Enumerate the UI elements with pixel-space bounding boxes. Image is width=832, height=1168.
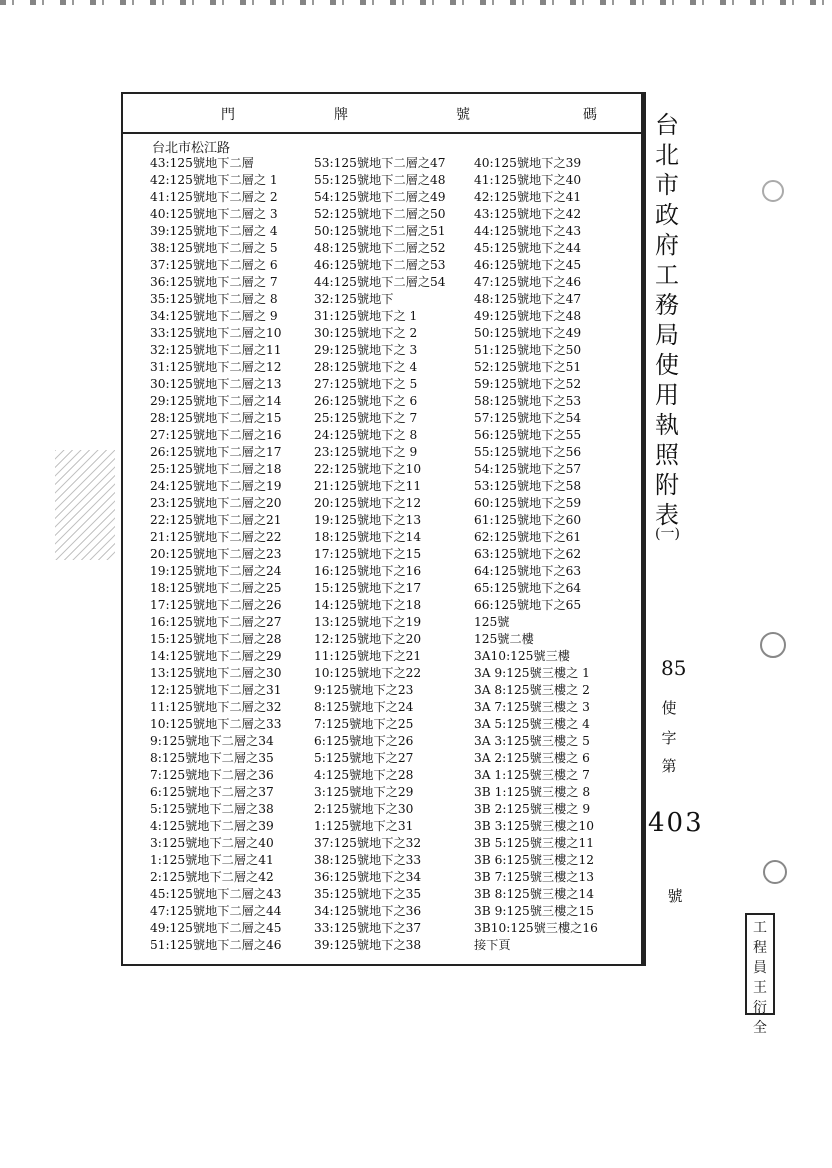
address-entry: 43:125號地下二層 (150, 156, 254, 170)
address-entry: 16:125號地下二層之27 (150, 615, 282, 629)
title-char: 局 (655, 321, 679, 349)
address-entry: 41:125號地下之40 (474, 173, 582, 187)
address-entry: 44:125號地下之43 (474, 224, 582, 238)
faded-margin-stamp (55, 450, 115, 560)
address-entry: 35:125號地下之35 (314, 887, 422, 901)
table-header (121, 92, 643, 134)
address-entry: 4:125號地下二層之39 (150, 819, 274, 833)
address-entry: 44:125號地下二層之54 (314, 275, 446, 289)
address-entry: 53:125號地下二層之47 (314, 156, 446, 170)
title-char: 附 (655, 471, 679, 499)
title-char: 務 (655, 291, 679, 319)
address-entry: 3A10:125號三樓 (474, 649, 570, 663)
address-entry: 37:125號地下二層之 6 (150, 258, 278, 272)
address-entry: 25:125號地下之 7 (314, 411, 418, 425)
address-entry: 39:125號地下之38 (314, 938, 422, 952)
permit-char-1: 使 (661, 699, 677, 717)
address-entry: 125號二樓 (474, 632, 534, 646)
address-entry: 6:125號地下之26 (314, 734, 414, 748)
address-entry: 3B 3:125號三樓之10 (474, 819, 594, 833)
address-entry: 27:125號地下之 5 (314, 377, 418, 391)
address-entry: 50:125號地下二層之51 (314, 224, 446, 238)
address-entry: 23:125號地下之 9 (314, 445, 418, 459)
address-entry: 66:125號地下之65 (474, 598, 582, 612)
address-entry: 29:125號地下之 3 (314, 343, 418, 357)
address-entry: 61:125號地下之60 (474, 513, 582, 527)
address-entry: 46:125號地下之45 (474, 258, 582, 272)
stamp-char: 王 (753, 980, 767, 996)
address-entry: 2:125號地下之30 (314, 802, 414, 816)
address-column-3 (474, 155, 598, 954)
address-entry: 18:125號地下二層之25 (150, 581, 282, 595)
address-entry: 9:125號地下二層之34 (150, 734, 274, 748)
address-entry: 52:125號地下二層之50 (314, 207, 446, 221)
address-entry: 9:125號地下之23 (314, 683, 414, 697)
address-entry: 63:125號地下之62 (474, 547, 582, 561)
address-entry: 3:125號地下之29 (314, 785, 414, 799)
header-char-3: 號 (456, 107, 472, 123)
address-entry: 3B 9:125號三樓之15 (474, 904, 594, 918)
address-entry: 22:125號地下二層之21 (150, 513, 282, 527)
address-entry: 30:125號地下之 2 (314, 326, 418, 340)
address-entry: 3B10:125號三樓之16 (474, 921, 598, 935)
address-entry: 3A 8:125號三樓之 2 (474, 683, 590, 697)
address-entry: 56:125號地下之55 (474, 428, 582, 442)
punch-hole-mark (763, 860, 787, 884)
address-entry: 32:125號地下二層之11 (150, 343, 282, 357)
address-entry: 23:125號地下二層之20 (150, 496, 282, 510)
permit-char-3: 第 (661, 757, 677, 775)
title-char: 府 (655, 231, 679, 259)
address-entry: 47:125號地下二層之44 (150, 904, 282, 918)
address-entry: 64:125號地下之63 (474, 564, 582, 578)
address-entry: 1:125號地下二層之41 (150, 853, 274, 867)
address-entry: 2:125號地下二層之42 (150, 870, 274, 884)
address-entry: 25:125號地下二層之18 (150, 462, 282, 476)
section-label: 台北市松江路 (152, 141, 231, 156)
address-entry: 10:125號地下之22 (314, 666, 422, 680)
address-entry: 3B 5:125號三樓之11 (474, 836, 594, 850)
frame-divider (643, 92, 646, 966)
address-entry: 3A 2:125號三樓之 6 (474, 751, 590, 765)
address-entry: 26:125號地下二層之17 (150, 445, 282, 459)
title-char: 工 (655, 261, 679, 289)
address-entry: 42:125號地下二層之 1 (150, 173, 278, 187)
address-entry: 48:125號地下之47 (474, 292, 582, 306)
title-char: 照 (655, 441, 679, 469)
address-entry: 48:125號地下二層之52 (314, 241, 446, 255)
address-entry: 11:125號地下二層之32 (150, 700, 282, 714)
address-entry: 8:125號地下二層之35 (150, 751, 274, 765)
scan-edge-noise (0, 0, 832, 5)
title-char: 使 (655, 351, 679, 379)
address-entry: 40:125號地下二層之 3 (150, 207, 278, 221)
address-entry: 19:125號地下之13 (314, 513, 422, 527)
address-entry: 28:125號地下二層之15 (150, 411, 282, 425)
address-entry: 60:125號地下之59 (474, 496, 582, 510)
address-entry: 33:125號地下二層之10 (150, 326, 282, 340)
address-entry: 15:125號地下二層之28 (150, 632, 282, 646)
address-entry: 50:125號地下之49 (474, 326, 582, 340)
address-entry: 16:125號地下之16 (314, 564, 422, 578)
header-char-1: 門 (221, 107, 237, 123)
address-entry: 35:125號地下二層之 8 (150, 292, 278, 306)
title-char: 北 (655, 141, 679, 169)
title-char: 表 (655, 501, 679, 529)
address-entry: 17:125號地下之15 (314, 547, 422, 561)
address-entry: 24:125號地下之 8 (314, 428, 418, 442)
address-entry: 46:125號地下二層之53 (314, 258, 446, 272)
address-entry: 30:125號地下二層之13 (150, 377, 282, 391)
address-entry: 8:125號地下之24 (314, 700, 414, 714)
punch-hole-mark (760, 632, 786, 658)
address-entry: 27:125號地下二層之16 (150, 428, 282, 442)
permit-year: 85 (661, 656, 687, 680)
address-entry: 4:125號地下之28 (314, 768, 414, 782)
stamp-char: 衍 (753, 1000, 767, 1016)
address-entry: 55:125號地下之56 (474, 445, 582, 459)
address-entry: 5:125號地下之27 (314, 751, 414, 765)
address-entry: 19:125號地下二層之24 (150, 564, 282, 578)
stamp-char: 工 (753, 920, 767, 936)
address-entry: 45:125號地下之44 (474, 241, 582, 255)
address-entry: 20:125號地下二層之23 (150, 547, 282, 561)
address-entry: 3A 3:125號三樓之 5 (474, 734, 590, 748)
address-entry: 34:125號地下之36 (314, 904, 422, 918)
address-entry: 33:125號地下之37 (314, 921, 422, 935)
address-entry: 3A 9:125號三樓之 1 (474, 666, 590, 680)
title-char: 市 (655, 171, 679, 199)
address-entry: 21:125號地下之11 (314, 479, 422, 493)
address-entry: 3A 5:125號三樓之 4 (474, 717, 590, 731)
address-entry: 3:125號地下二層之40 (150, 836, 274, 850)
title-char: 用 (655, 381, 679, 409)
address-entry: 31:125號地下二層之12 (150, 360, 282, 374)
punch-hole-mark (762, 180, 784, 202)
address-entry: 14:125號地下之18 (314, 598, 422, 612)
address-entry: 6:125號地下二層之37 (150, 785, 274, 799)
permit-char-2: 字 (661, 729, 677, 747)
address-entry: 54:125號地下二層之49 (314, 190, 446, 204)
document-subtitle: (一) (655, 526, 680, 542)
address-entry: 45:125號地下二層之43 (150, 887, 282, 901)
address-entry: 13:125號地下之19 (314, 615, 422, 629)
address-entry: 37:125號地下之32 (314, 836, 422, 850)
address-entry: 22:125號地下之10 (314, 462, 422, 476)
header-char-2: 牌 (334, 107, 350, 123)
address-entry: 24:125號地下二層之19 (150, 479, 282, 493)
address-entry: 13:125號地下二層之30 (150, 666, 282, 680)
address-entry: 28:125號地下之 4 (314, 360, 418, 374)
address-entry: 3B 7:125號三樓之13 (474, 870, 594, 884)
address-entry: 54:125號地下之57 (474, 462, 582, 476)
address-entry: 5:125號地下二層之38 (150, 802, 274, 816)
address-entry: 1:125號地下之31 (314, 819, 414, 833)
address-entry: 18:125號地下之14 (314, 530, 422, 544)
stamp-char: 全 (753, 1020, 767, 1036)
permit-number: 403 (648, 808, 704, 838)
address-entry: 29:125號地下二層之14 (150, 394, 282, 408)
address-entry: 15:125號地下之17 (314, 581, 422, 595)
address-entry: 47:125號地下之46 (474, 275, 582, 289)
address-entry: 38:125號地下二層之 5 (150, 241, 278, 255)
address-column-2 (314, 155, 446, 954)
address-entry: 125號 (474, 615, 510, 629)
address-entry: 3B 8:125號三樓之14 (474, 887, 594, 901)
permit-suffix: 號 (667, 887, 683, 905)
address-entry: 52:125號地下之51 (474, 360, 582, 374)
address-entry: 3B 2:125號三樓之 9 (474, 802, 591, 816)
address-entry: 14:125號地下二層之29 (150, 649, 282, 663)
header-char-4: 碼 (583, 107, 599, 123)
address-entry: 3B 1:125號三樓之 8 (474, 785, 591, 799)
address-entry: 51:125號地下之50 (474, 343, 582, 357)
address-entry: 3B 6:125號三樓之12 (474, 853, 594, 867)
address-entry: 42:125號地下之41 (474, 190, 582, 204)
address-entry: 53:125號地下之58 (474, 479, 582, 493)
address-entry: 12:125號地下之20 (314, 632, 422, 646)
address-entry: 58:125號地下之53 (474, 394, 582, 408)
address-entry: 11:125號地下之21 (314, 649, 422, 663)
address-entry: 59:125號地下之52 (474, 377, 582, 391)
address-column-1 (150, 155, 282, 954)
title-char: 政 (655, 201, 679, 229)
address-entry: 43:125號地下之42 (474, 207, 582, 221)
address-entry: 65:125號地下之64 (474, 581, 582, 595)
stamp-char: 程 (753, 940, 767, 956)
address-entry: 39:125號地下二層之 4 (150, 224, 278, 238)
address-entry: 31:125號地下之 1 (314, 309, 418, 323)
address-entry: 51:125號地下二層之46 (150, 938, 282, 952)
address-entry: 26:125號地下之 6 (314, 394, 418, 408)
address-entry: 49:125號地下二層之45 (150, 921, 282, 935)
address-entry: 10:125號地下二層之33 (150, 717, 282, 731)
address-entry: 40:125號地下之39 (474, 156, 582, 170)
address-entry: 41:125號地下二層之 2 (150, 190, 278, 204)
address-entry: 57:125號地下之54 (474, 411, 582, 425)
title-char: 台 (655, 111, 679, 139)
address-entry: 55:125號地下二層之48 (314, 173, 446, 187)
address-entry: 21:125號地下二層之22 (150, 530, 282, 544)
engineer-stamp (745, 913, 775, 1036)
document-title-vertical (650, 110, 684, 530)
address-entry: 3A 7:125號三樓之 3 (474, 700, 590, 714)
address-entry: 3A 1:125號三樓之 7 (474, 768, 590, 782)
address-entry: 12:125號地下二層之31 (150, 683, 282, 697)
address-entry: 接下頁 (474, 938, 511, 952)
address-entry: 36:125號地下之34 (314, 870, 422, 884)
address-entry: 7:125號地下之25 (314, 717, 414, 731)
address-entry: 49:125號地下之48 (474, 309, 582, 323)
address-entry: 20:125號地下之12 (314, 496, 422, 510)
address-entry: 32:125號地下 (314, 292, 394, 306)
stamp-char: 員 (753, 960, 767, 976)
address-entry: 38:125號地下之33 (314, 853, 422, 867)
address-entry: 36:125號地下二層之 7 (150, 275, 278, 289)
title-char: 執 (655, 411, 679, 439)
address-entry: 62:125號地下之61 (474, 530, 582, 544)
address-entry: 17:125號地下二層之26 (150, 598, 282, 612)
address-entry: 34:125號地下二層之 9 (150, 309, 278, 323)
address-entry: 7:125號地下二層之36 (150, 768, 274, 782)
